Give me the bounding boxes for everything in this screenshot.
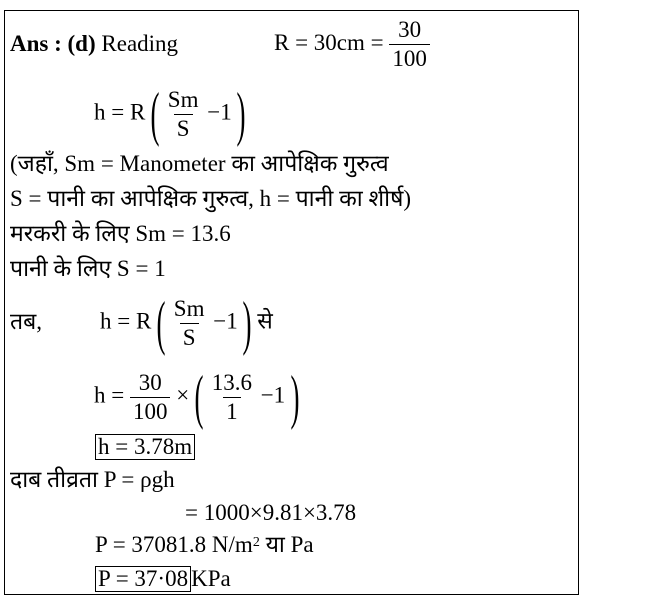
formula-1-minus: −1: [207, 99, 232, 125]
formula-3-num-1: 30: [138, 369, 162, 395]
r-expression: [274, 16, 430, 73]
r-fraction-num: 30: [398, 17, 422, 42]
formula-3-den-1: 100: [130, 397, 171, 426]
pressure-final-unit: KPa: [191, 566, 231, 591]
r-expr-text: R = 30cm =: [274, 29, 384, 55]
formula-3-times: ×: [176, 382, 190, 408]
left-paren-icon: (: [194, 364, 204, 430]
formula-3-fraction-1: [130, 369, 171, 426]
pressure-sup: 2: [252, 535, 260, 550]
formula-3-den-2: 1: [223, 397, 241, 426]
formula-2-den: S: [180, 323, 199, 352]
left-paren-icon: (: [156, 290, 166, 356]
note-line-1: (जहाँ, Sm = Manometer का आपेक्षिक गुरुत्व: [10, 151, 389, 176]
result-h-boxed: h = 3.78m: [95, 434, 195, 460]
formula-3-fraction-2: [209, 369, 255, 426]
ans-option: (d): [67, 31, 96, 56]
pressure-line-1: दाब तीव्रता P = ρgh: [10, 467, 175, 492]
left-paren-icon: (: [150, 81, 160, 147]
ans-line: [10, 30, 178, 58]
result-h-line: [95, 433, 195, 461]
formula-2-suffix: से: [257, 308, 273, 334]
formula-1-lhs: h = R: [94, 99, 146, 125]
pressure-final-line: [95, 565, 231, 593]
formula-2-lhs: h = R: [100, 308, 152, 334]
formula-3-num-2: 13.6: [211, 369, 252, 395]
formula-1-den: S: [174, 114, 193, 143]
formula-3-lhs: h =: [94, 382, 125, 408]
formula-1-fraction: [165, 86, 202, 143]
note-line-2: S = पानी का आपेक्षिक गुरुत्व, h = पानी का शीर्ष): [10, 186, 412, 211]
formula-2-prefix: तब,: [10, 309, 42, 334]
formula-1-num: Sm: [167, 86, 199, 112]
pressure-final-boxed: P = 37·08: [95, 566, 191, 592]
formula-2-minus: −1: [213, 308, 238, 334]
formula-2-num: Sm: [173, 295, 205, 321]
formula-3-minus: −1: [260, 382, 286, 408]
ans-label: Ans :: [10, 31, 62, 56]
pressure-unit: या Pa: [259, 532, 314, 557]
r-fraction: [389, 16, 430, 73]
right-paren-icon: ): [290, 364, 300, 430]
note-line-3: मरकरी के लिए Sm = 13.6: [10, 221, 231, 246]
formula-2: [100, 290, 273, 356]
ans-word: Reading: [101, 31, 179, 56]
pressure-line-3: [95, 531, 314, 559]
pressure-line-2: = 1000×9.81×3.78: [185, 500, 357, 525]
r-fraction-den: 100: [389, 44, 430, 73]
right-paren-icon: ): [236, 81, 246, 147]
formula-2-fraction: [171, 295, 208, 352]
formula-1: [94, 81, 246, 147]
formula-3: [94, 364, 300, 430]
pressure-value: P = 37081.8 N/m: [95, 532, 253, 557]
right-paren-icon: ): [242, 290, 252, 356]
note-line-4: पानी के लिए S = 1: [10, 256, 166, 281]
